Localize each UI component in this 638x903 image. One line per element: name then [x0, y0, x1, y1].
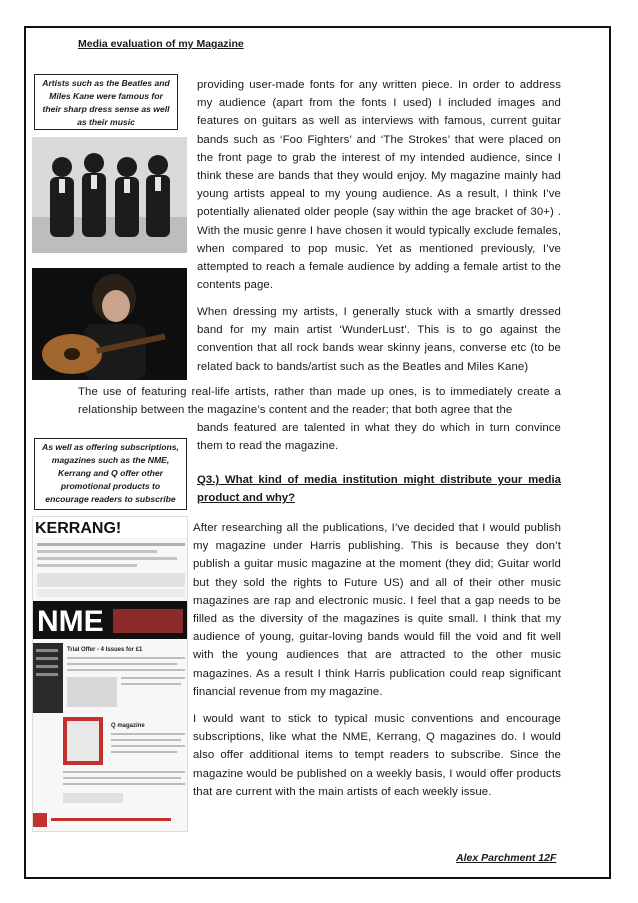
body-paragraph-5: After researching all the publications, I’ve decided that I would publish my magazine under Harris publishing. This is because they don’t publish a guitar music magazine at the moment (they did; Guitar world but they sold the rights to Future US) and all of their other music magazines are rap and electronic music. I feel that a gap needs to be filled as the diversity of the magazines is quite small. I think that my audience of young, guitar-loving bands would fill the void and fit well with the young audiences that are attracted to the other music magazines. As a result I think Harris publication could reap significant financial revenue from my magazine. [193, 522, 561, 698]
author-signature: Alex Parchment 12F [456, 852, 557, 864]
caption-beatles-miles-kane: Artists such as the Beatles and Miles Kane were famous for their sharp dress sense as well as their music [34, 74, 178, 130]
magazine-subscription-screenshots [32, 516, 188, 832]
beatles-photo [32, 137, 187, 253]
miles-kane-photo [32, 268, 187, 380]
nme-offer-heading: Trial Offer - 4 Issues for £1 [67, 647, 143, 653]
body-paragraph-1: providing user-made fonts for any written piece. In order to address my audience (apart from the fonts I used) I included images and features on guitars as well as interviews with famous, current guitar bands such as ‘Foo Fighters’ and ‘The Strokes’ that were placed on the front page to grab the interest of my intended audience, since I think these are bands that they would enjoy. My magazine mainly had young artists appeal to my young audience. As a result, I think I’ve potentially alienated older people (say within the age bracket of 30+) . With the music genre I have chosen it would typically exclude females, when compared to pop music. Yet as mentioned previously, I’ve attempted to reach a female audience by adding a female artist to the contents page. [197, 79, 561, 292]
nme-logo: NME [37, 605, 104, 638]
body-paragraph-3: The use of featuring real-life artists, rather than made up ones, is to immediately create a relationship between the magazine’s content and the reader; that both agree that the [78, 386, 561, 417]
kerrang-logo: KERRANG! [35, 520, 122, 537]
body-paragraph-3-continued: bands featured are talented in what they do which in turn convince them to read the magazine. [197, 422, 561, 453]
caption-subscriptions: As well as offering subscriptions, magazines such as the NME, Kerrang and Q offer other promotional products to encourage readers to subscribe [34, 438, 187, 510]
document-title: Media evaluation of my Magazine [78, 38, 244, 50]
body-paragraph-6: I would want to stick to typical music conventions and encourage subscriptions, like what the NME, Kerrang, Q magazines do. I would also offer additional items to tempt readers to subscribe. Since the magazine would be published on a weekly basis, I would offer products that are current with the main artists of each weekly issue. [193, 713, 561, 798]
body-paragraph-2: When dressing my artists, I generally stuck with a smartly dressed band for my main artist ‘WunderLust’. This is to go against the convention that all rock bands wear skinny jeans, converse etc (to be related back to bands/artist such as the Beatles and Miles Kane) [197, 306, 561, 373]
q-magazine-label: Q magazine [111, 723, 145, 729]
section-heading-q3: Q3.) What kind of media institution might distribute your media product and why? [197, 474, 561, 505]
